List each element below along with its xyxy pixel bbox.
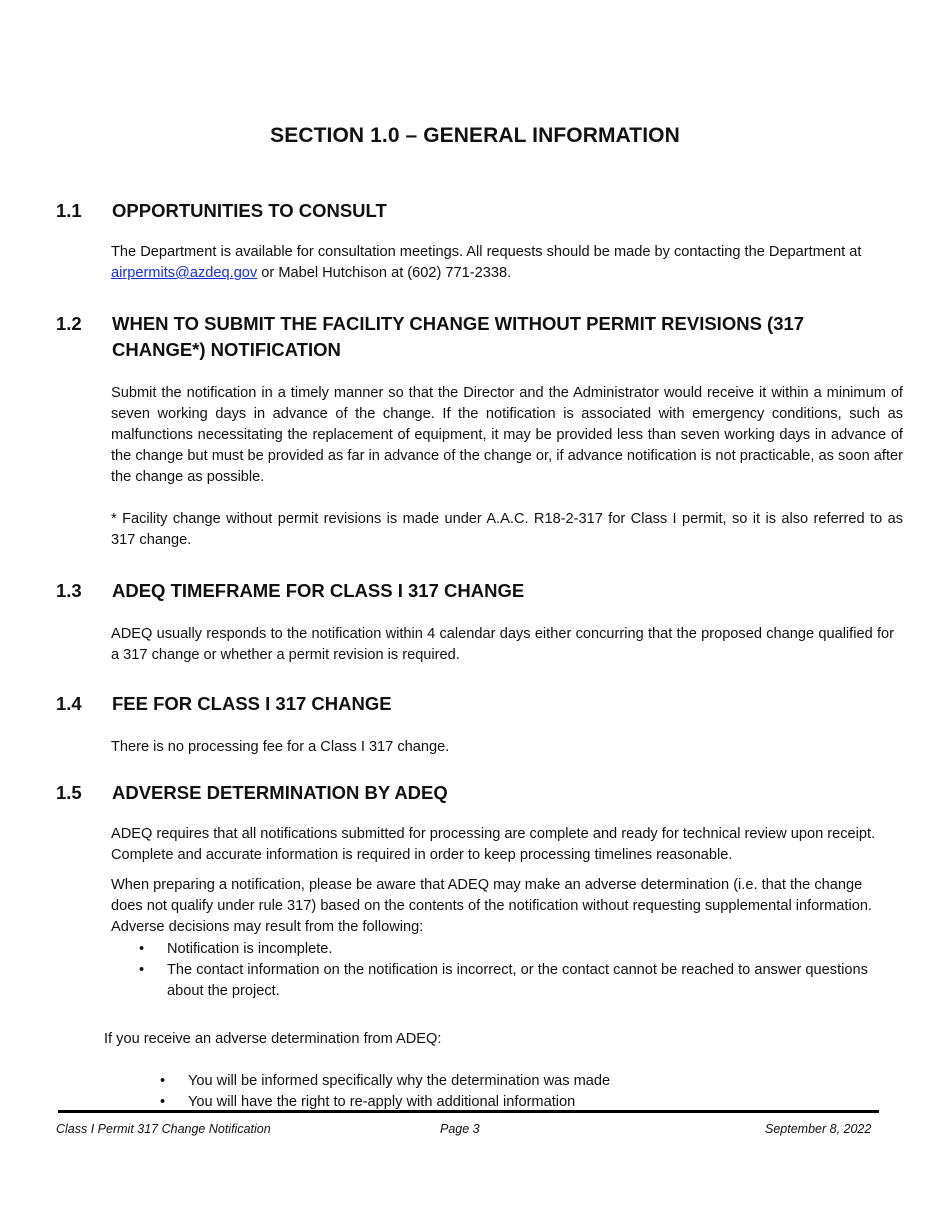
list-item-text: The contact information on the notification is incorrect, or the contact cannot be reached to answer questions about the project. <box>167 962 868 999</box>
footer-page-number: Page 3 <box>440 1122 480 1136</box>
section-1-3-body: ADEQ usually responds to the notification within 4 calendar days either concurring that the proposed change qualified for a 317 change or whether a permit revision is required. <box>111 626 894 663</box>
adverse-outcomes-list <box>160 1071 878 1113</box>
section-title: WHEN TO SUBMIT THE FACILITY CHANGE WITHOUT PERMIT REVISIONS (317 CHANGE*) NOTIFICATION <box>112 313 805 360</box>
section-1-5-body-2: When preparing a notification, please be aware that ADEQ may make an adverse determination (i.e. that the change does not qualify under rule 317) based on the contents of the notification without requesting supplemental information. Adverse decisions may result from the following: <box>111 877 872 935</box>
bullet-icon: • <box>160 1073 166 1089</box>
email-link[interactable]: airpermits@azdeq.gov <box>111 265 258 281</box>
section-number: 1.1 <box>56 200 82 221</box>
section-1-5-body-3: If you receive an adverse determination from ADEQ: <box>104 1031 442 1047</box>
list-item-text: You will have the right to re-apply with additional information <box>188 1094 576 1110</box>
list-item <box>139 960 882 1002</box>
section-title: ADEQ TIMEFRAME FOR CLASS I 317 CHANGE <box>112 580 525 601</box>
section-title: ADVERSE DETERMINATION BY ADEQ <box>112 782 448 803</box>
footer-date: September 8, 2022 <box>765 1122 872 1136</box>
footer-document-name: Class I Permit 317 Change Notification <box>56 1122 271 1136</box>
list-item <box>139 939 882 960</box>
list-item <box>160 1071 878 1092</box>
body-text: or Mabel Hutchison at (602) 771-2338. <box>257 265 512 281</box>
section-number: 1.3 <box>56 580 82 601</box>
footer-rule <box>58 1110 879 1113</box>
section-1-2-body: Submit the notification in a timely manner so that the Director and the Administrator would receive it within a minimum of seven working days in advance of the change. If the notification is associated with emergency conditions, such as malfunctions necessitating the replacement of equipment, it may be provided less than seven working days in advance of the change but must be provided as far in advance of the change or, if advance notification is not practicable, as soon after the change as possible. <box>111 385 903 485</box>
section-1-2-footnote: * Facility change without permit revisions is made under A.A.C. R18-2-317 for Class I permit, so it is also referred to as 317 change. <box>111 511 903 548</box>
section-1-4-body: There is no processing fee for a Class I 317 change. <box>111 739 450 755</box>
list-item-text: Notification is incomplete. <box>167 941 333 957</box>
section-number: 1.2 <box>56 313 82 334</box>
bullet-icon: • <box>139 941 145 957</box>
section-number: 1.5 <box>56 782 82 803</box>
section-title: OPPORTUNITIES TO CONSULT <box>112 200 387 221</box>
section-1-1-body <box>111 242 903 284</box>
section-title: FEE FOR CLASS I 317 CHANGE <box>112 693 392 714</box>
bullet-icon: • <box>160 1094 166 1110</box>
page-title: SECTION 1.0 – GENERAL INFORMATION <box>270 124 680 147</box>
adverse-causes-list <box>139 939 882 1002</box>
body-text: The Department is available for consultation meetings. All requests should be made by contacting the Department at <box>111 244 862 260</box>
section-1-5-body-1: ADEQ requires that all notifications submitted for processing are complete and ready for technical review upon receipt. Complete and accurate information is required in order to keep processing timelines reasonable. <box>111 826 876 863</box>
bullet-icon: • <box>139 962 145 978</box>
section-number: 1.4 <box>56 693 82 714</box>
list-item-text: You will be informed specifically why the determination was made <box>188 1073 611 1089</box>
